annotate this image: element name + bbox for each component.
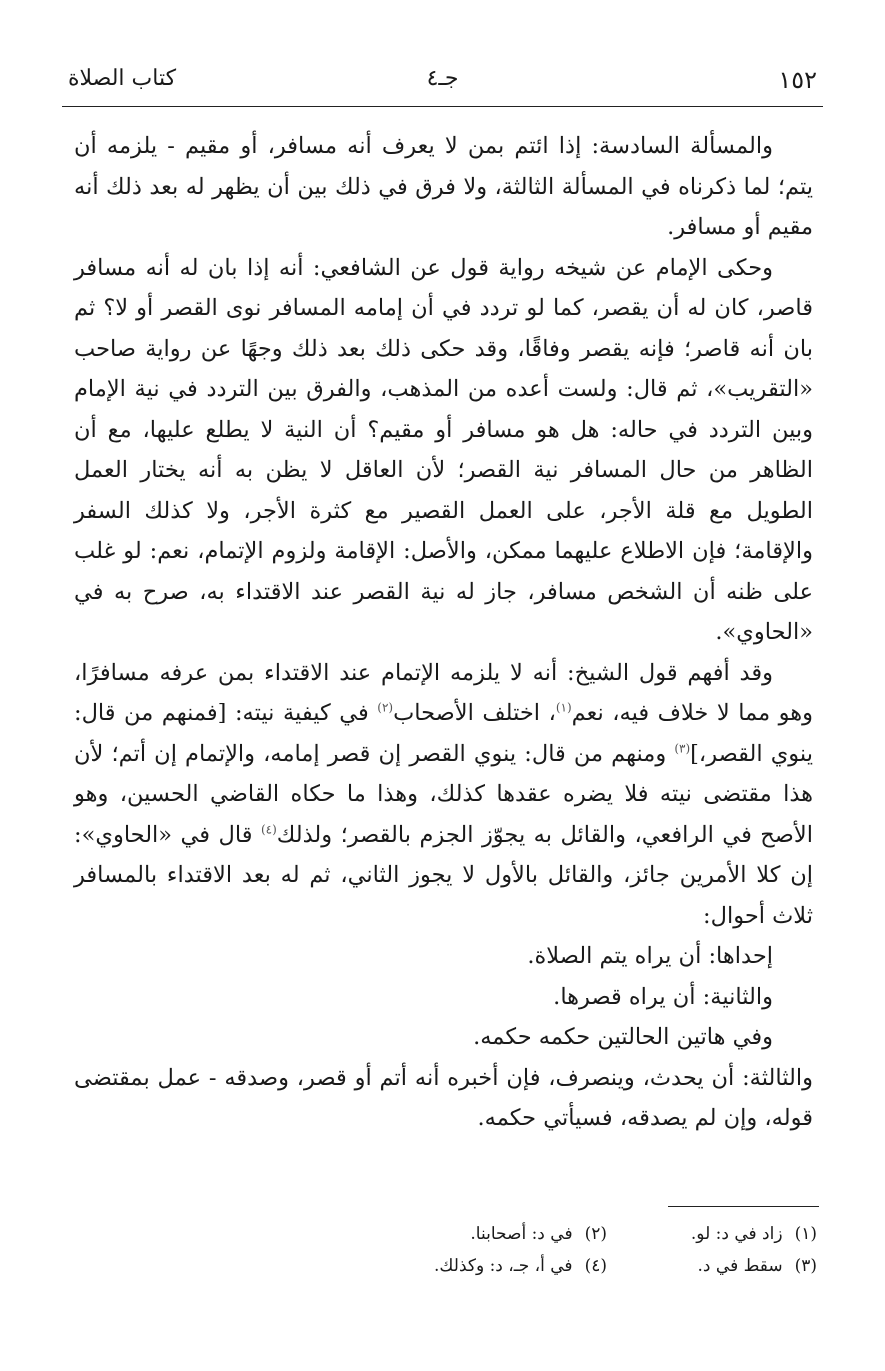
footnote-row (74, 1250, 817, 1282)
case-two: والثانية: أن يراه قصرها. (553, 983, 773, 1010)
footnote-number: (٢) (584, 1224, 607, 1244)
case-one: إحداها: أن يراه يتم الصلاة. (527, 943, 773, 969)
footnote-ref-3[interactable]: (٣) (674, 741, 691, 755)
footnote-2 (397, 1218, 607, 1250)
footnote-text: في د: أصحابنا. (470, 1224, 573, 1244)
paragraph-imam-narration: وحكى الإمام عن شيخه رواية قول عن الشافعي: أنه إذا بان له أنه مسافر قاصر، كان له أن يقصر، كما لو تردد في أن إمامه المسافر نوى القصر أو لا؟ ثم بان أنه قاصر؛ فإنه يقصر وفاقًا، وقد حكى ذلك بعد ذلك وجهًا عن رواية صاحب «التقريب»، ثم قال: ولست أعده من المذهب، والفرق بين التردد في نية الإمام وبين التردد في حاله: هل هو مسافر أو مقيم؟ أن النية لا يطلع عليها، مع أن الظاهر من حال المسافر نية القصر؛ لأن العاقل لا يظن به أنه يختار العمل الطويل مع قلة الأجر، على العمل القصير مع كثرة الأجر، ولا كذلك السفر والإقامة؛ فإن الاطلاع عليهما ممكن، والأصل: الإقامة ولزوم الإتمام، نعم: لو غلب على ظنه أن الشخص مسافر، جاز له نية القصر عند الاقتداء به، صرح به في «الحاوي». (74, 254, 813, 645)
case-three: والثالثة: أن يحدث، وينصرف، فإن أخبره أنه أتم أو قصر، وصدقه - عمل بمقتضى قوله، وإن لم يصدقه، فسيأتي حكمه. (74, 1064, 813, 1131)
footnote-4 (397, 1250, 607, 1282)
footnote-text: سقط في د. (697, 1256, 783, 1276)
main-text (74, 126, 813, 1139)
footnotes (74, 1218, 817, 1282)
footnote-1 (607, 1218, 817, 1250)
volume-label: جـ٤ (426, 66, 459, 91)
footnote-row (74, 1218, 817, 1250)
page-number: ١٥٢ (778, 66, 817, 94)
footnote-3 (607, 1250, 817, 1282)
footnote-number: (١) (794, 1224, 817, 1244)
footnote-number: (٤) (584, 1256, 607, 1276)
paragraph-sixth-issue: والمسألة السادسة: إذا ائتم بمن لا يعرف أنه مسافر، أو مقيم - يلزمه أن يتم؛ لما ذكرناه في المسألة الثالثة، ولا فرق في ذلك بين أن يظهر له بعد ذلك أنه مقيم أو مسافر. (74, 133, 813, 240)
paragraph-sheikh-statement (74, 653, 813, 937)
header-divider (62, 106, 823, 107)
footnote-text: في أ، جـ، د: وكذلك. (434, 1256, 573, 1276)
paragraph-text-part: وقد أفهم قول الشيخ: أنه لا يلزمه الإتمام عند الاقتداء بمن عرفه مسافرًا، وهو مما لا خلاف فيه، نعم (74, 659, 813, 726)
footnote-number: (٣) (794, 1256, 817, 1276)
footnote-ref-2[interactable]: (٢) (377, 700, 394, 715)
paragraph-text-part: ومنهم من قال: ينوي القصر إن قصر إمامه، والإتمام إن أتم؛ لأن هذا مقتضى نيته فلا يضره عقدها كذلك، وهذا ما حكاه القاضي الحسين، وهو الأصح في الرافعي، والقائل به يجوّز الجزم بالقصر؛ ولذلك (74, 740, 813, 848)
book-title: كتاب الصلاة (68, 66, 177, 91)
paragraph-text-part: ، اختلف الأصحاب (393, 700, 556, 726)
footnote-ref-1[interactable]: (١) (555, 700, 572, 715)
running-header (62, 62, 823, 102)
footnote-ref-4[interactable]: (٤) (260, 822, 277, 836)
footnote-divider (668, 1206, 819, 1207)
paragraph-text-part: في كيفية نيته: [فمنهم من قال: ينوي القصر،] (74, 700, 813, 767)
footnote-text: زاد في د: لو. (690, 1224, 783, 1244)
paragraph-text-part: قال في «الحاوي»: إن كلا الأمرين جائز، والقائل بالأول لا يجوز الثاني، ثم له بعد الاقتداء بالمسافر ثلاث أحوال: (74, 821, 813, 929)
cases-ruling: وفي هاتين الحالتين حكمه حكمه. (473, 1024, 773, 1050)
